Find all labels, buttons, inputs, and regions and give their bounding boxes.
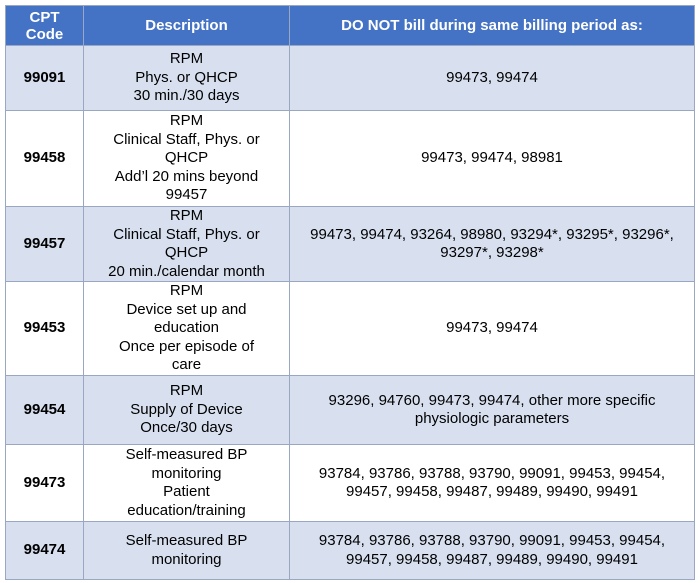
description-cell xyxy=(84,111,290,207)
exclusions-line: 99473, 99474, 93264, 98980, 93294*, 93295*, 93296*, xyxy=(310,225,674,243)
exclusions-line: 93784, 93786, 93788, 93790, 99091, 99453, 99454, xyxy=(318,464,666,482)
table-row xyxy=(6,111,695,207)
cpt-billing-table xyxy=(5,5,695,580)
header-exclusions: DO NOT bill during same billing period as: xyxy=(290,6,695,46)
table-row xyxy=(6,46,695,111)
description-line: QHCP xyxy=(164,149,209,167)
header-row xyxy=(6,6,695,46)
description-line: QHCP xyxy=(164,244,209,261)
exclusions-line: 99457, 99458, 99487, 99489, 99490, 99491 xyxy=(346,483,638,500)
description-line: Once per episode of xyxy=(118,337,255,355)
description-line: RPM xyxy=(169,382,204,400)
exclusions-line: 99473, 99474 xyxy=(446,68,538,86)
header-cpt-code xyxy=(6,6,84,46)
description-line: 20 min./calendar month xyxy=(108,262,265,280)
exclusions-cell xyxy=(290,445,695,522)
exclusions-line: 99473, 99474 xyxy=(446,319,538,337)
description-line: RPM xyxy=(169,282,204,300)
description-line: RPM xyxy=(169,207,204,224)
cpt-code-cell: 99474 xyxy=(6,522,84,580)
table-row xyxy=(6,376,695,445)
description-line: Clinical Staff, Phys. or xyxy=(113,225,260,243)
description-cell xyxy=(84,445,290,522)
table-row xyxy=(6,282,695,376)
exclusions-cell xyxy=(290,282,695,376)
exclusions-cell xyxy=(290,46,695,111)
cpt-code-cell: 99453 xyxy=(6,282,84,376)
description-cell xyxy=(84,207,290,282)
description-line: 30 min./30 days xyxy=(133,87,240,105)
header-cpt-code-line: Code xyxy=(25,25,64,43)
description-line: RPM xyxy=(169,112,204,130)
description-line: Device set up and xyxy=(126,300,247,318)
exclusions-line: physiologic parameters xyxy=(414,410,570,427)
cpt-code-cell: 99454 xyxy=(6,376,84,445)
description-line: Once/30 days xyxy=(140,419,233,437)
description-line: Add’l 20 mins beyond xyxy=(114,167,259,185)
exclusions-cell xyxy=(290,111,695,207)
table-row xyxy=(6,522,695,580)
exclusions-line: 99457, 99458, 99487, 99489, 99490, 99491 xyxy=(346,550,638,568)
header-cpt-code-line: CPT xyxy=(29,8,60,26)
description-line: Patient xyxy=(163,483,210,500)
description-line: Self-measured BP xyxy=(125,532,248,549)
description-cell xyxy=(84,376,290,445)
exclusions-cell xyxy=(290,207,695,282)
table-row xyxy=(6,207,695,282)
cpt-code-cell: 99473 xyxy=(6,445,84,522)
description-line: 99457 xyxy=(165,186,208,204)
exclusions-line: 93297*, 93298* xyxy=(440,244,544,261)
description-line: education/training xyxy=(127,501,246,519)
description-line: Self-measured BP xyxy=(125,446,248,463)
description-line: RPM xyxy=(169,50,204,68)
table-row xyxy=(6,445,695,522)
cpt-code-cell: 99458 xyxy=(6,111,84,207)
exclusions-line: 99473, 99474, 98981 xyxy=(421,149,563,167)
description-line: Supply of Device xyxy=(130,400,243,418)
description-line: education xyxy=(153,319,220,337)
exclusions-cell xyxy=(290,376,695,445)
description-cell xyxy=(84,282,290,376)
description-line: Phys. or QHCP xyxy=(135,68,238,86)
description-cell xyxy=(84,46,290,111)
header-description: Description xyxy=(84,6,290,46)
cpt-code-cell: 99457 xyxy=(6,207,84,282)
description-line: monitoring xyxy=(151,550,222,568)
exclusions-line: 93296, 94760, 99473, 99474, other more specific xyxy=(328,391,656,409)
description-line: Clinical Staff, Phys. or xyxy=(113,130,260,148)
exclusions-line: 93784, 93786, 93788, 93790, 99091, 99453, 99454, xyxy=(318,532,666,549)
description-line: monitoring xyxy=(151,464,222,482)
cpt-code-cell: 99091 xyxy=(6,46,84,111)
exclusions-cell xyxy=(290,522,695,580)
description-cell xyxy=(84,522,290,580)
description-line: care xyxy=(171,356,202,374)
